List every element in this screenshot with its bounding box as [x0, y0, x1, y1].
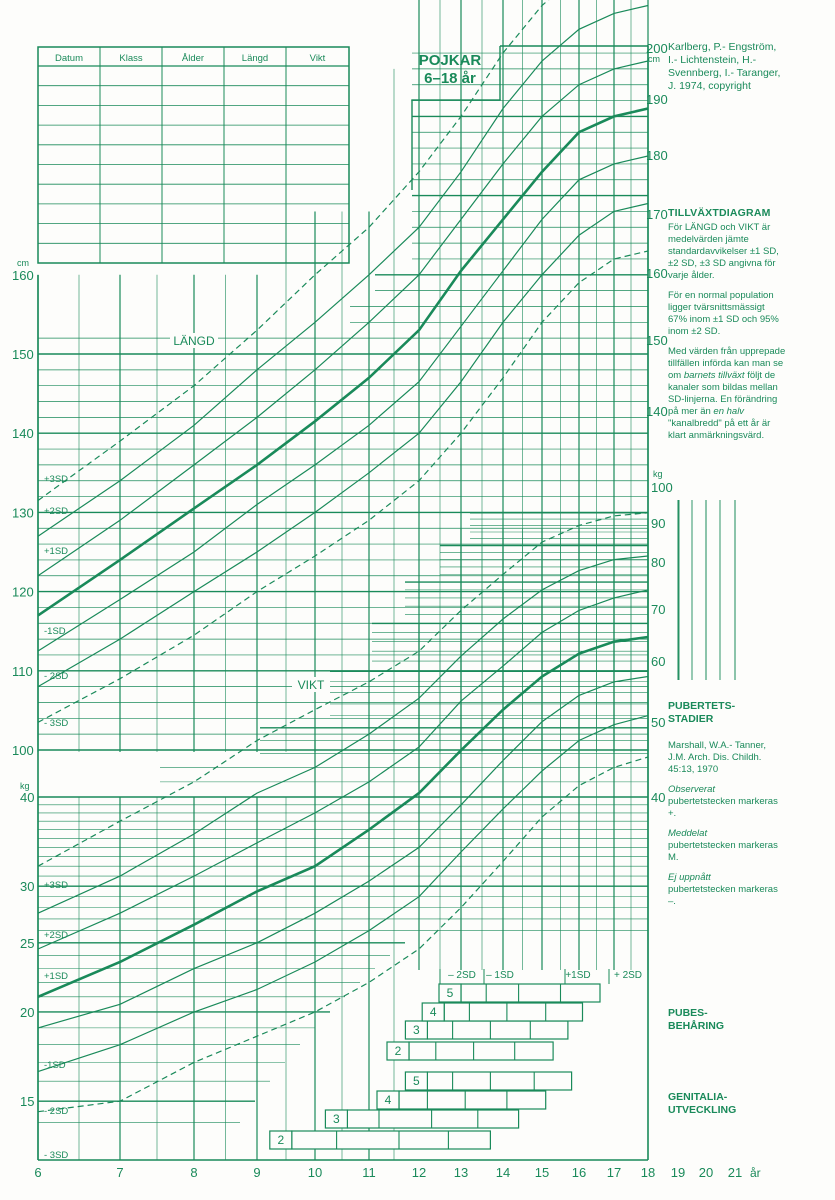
- weight-sd-label: +2SD: [44, 930, 69, 941]
- height-right-tick: 140: [646, 404, 668, 419]
- weight-right-tick: 80: [651, 555, 666, 570]
- height-curve-minus3sd: [38, 251, 648, 722]
- height-left-tick: 120: [12, 584, 34, 600]
- age-tick: 13: [453, 1165, 469, 1180]
- age-tick: 21: [727, 1165, 743, 1180]
- height-unit-right: cm: [648, 54, 660, 64]
- weight-sd-label: - 3SD: [44, 1150, 69, 1161]
- age-tick: 17: [606, 1165, 622, 1180]
- puberty-description: [668, 700, 786, 916]
- weight-right-tick: 40: [651, 790, 666, 805]
- description-heading: TILLVÄXTDIAGRAM: [668, 207, 771, 219]
- weight-left-tick: 30: [20, 879, 35, 895]
- description-p1: För LÄNGD och VIKT är medelvärden jämte standardavvikelser ±1 SD, ±2 SD, ±3 SD angivna för varje ålder.: [668, 222, 779, 281]
- genitalia-bar-5: [427, 1072, 571, 1090]
- weight-left-tick: 15: [20, 1094, 35, 1110]
- record-table-header: Datum: [55, 53, 83, 64]
- credit-text: Karlberg, P.- Engström, I.- Lichtenstein, H.- Svennberg, I.- Taranger, J. 1974, copyright: [668, 41, 781, 92]
- vikt-label: VIKT: [297, 678, 325, 692]
- description-p2: För en normal population ligger tvärsnittsmässigt 67% inom ±1 SD och 95% inom ±2 SD.: [668, 290, 779, 337]
- record-table-header: Längd: [241, 53, 269, 64]
- age-tick: 9: [253, 1165, 261, 1180]
- age-tick: 6: [34, 1165, 42, 1180]
- weight-unit-right: kg: [653, 469, 663, 479]
- height-right-tick: 160: [646, 266, 668, 281]
- record-table-header: Ålder: [181, 53, 205, 64]
- weight-left-tick: 20: [20, 1004, 35, 1020]
- genitalia-stage-num: 4: [384, 1093, 392, 1107]
- record-table-header: Vikt: [309, 53, 326, 64]
- pubes-stage-num: 4: [429, 1005, 437, 1019]
- height-left-tick: 110: [12, 663, 33, 679]
- weight-sd-label: -1SD: [44, 1060, 66, 1071]
- age-tick: 15: [534, 1165, 550, 1180]
- puberty-sd-label: + 2SD: [613, 970, 643, 981]
- p3-e: "kanalbredd" på ett år är klart anmärkningsvärd.: [668, 418, 771, 441]
- age-tick: 19: [670, 1165, 686, 1180]
- height-right-tick: 180: [646, 148, 668, 163]
- puberty-heading1: PUBERTETS-: [668, 700, 736, 712]
- pubes-stage-num: 5: [446, 986, 454, 1000]
- pubes-bar-4: [444, 1003, 582, 1021]
- genitalia-bar-4: [399, 1091, 546, 1109]
- reported-text: pubertetstecken markeras M.: [668, 840, 778, 863]
- genitalia-label1: GENITALIA-: [668, 1091, 728, 1103]
- height-right-tick: 200: [646, 41, 668, 56]
- chart-grid: [38, 0, 735, 1160]
- description-p3: [668, 346, 786, 442]
- height-sd-label: -1SD: [44, 626, 66, 637]
- genitalia-stage-num: 5: [413, 1074, 420, 1088]
- height-left-tick: 130: [12, 505, 34, 521]
- weight-curve-plus1sd: [38, 590, 648, 949]
- p3-a: Med värden från upprepade tillfällen införda kan man se om: [668, 346, 786, 381]
- puberty-stage-bars: [270, 969, 642, 1149]
- puberty-not-reached: [668, 872, 786, 908]
- puberty-reported: [668, 828, 786, 864]
- pubes-bar-2: [409, 1042, 553, 1060]
- height-sd-label: - 3SD: [44, 718, 69, 729]
- puberty-sd-label: – 2SD: [448, 970, 476, 981]
- genitalia-bar-2: [292, 1131, 491, 1149]
- pubes-label: [668, 1007, 724, 1033]
- pubes-bar-5: [461, 984, 600, 1002]
- age-unit: år: [750, 1166, 761, 1180]
- height-right-tick: 190: [646, 92, 668, 107]
- puberty-heading2: STADIER: [668, 713, 714, 725]
- weight-sd-label: +3SD: [44, 880, 69, 891]
- age-tick: 10: [307, 1165, 323, 1180]
- weight-right-tick: 60: [651, 654, 666, 669]
- record-table: [38, 47, 349, 263]
- height-left-tick: 140: [12, 426, 34, 442]
- p3-c: följt de kanaler som bildas mellan SD-linjerna. En förändring på mer än: [668, 370, 778, 417]
- pubes-label2: BEHÅRING: [668, 1020, 725, 1032]
- height-left-tick: 100: [12, 743, 34, 758]
- weight-right-tick: 50: [651, 715, 666, 730]
- genitalia-stage-num: 2: [277, 1133, 285, 1147]
- weight-right-tick: 90: [651, 516, 666, 531]
- weight-sd-label: +1SD: [44, 971, 69, 982]
- puberty-ref: Marshall, W.A.- Tanner, J.M. Arch. Dis. Childh. 45:13, 1970: [668, 740, 767, 775]
- height-sd-label: - 2SD: [44, 671, 69, 682]
- genitalia-stage-num: 3: [333, 1112, 340, 1126]
- puberty-observed: [668, 784, 786, 820]
- height-curve-plus3sd: [38, 0, 648, 501]
- weight-curve-plus2sd: [38, 556, 648, 913]
- height-left-tick: 150: [12, 347, 34, 362]
- height-curve-plus2sd: [38, 6, 648, 537]
- weight-left-tick: 25: [20, 935, 35, 951]
- pubes-label1: PUBES-: [668, 1007, 708, 1019]
- age-tick: 12: [411, 1165, 427, 1180]
- title-line2: 6–18 år: [424, 70, 476, 87]
- not-reached-title: Ej uppnått: [668, 872, 711, 883]
- age-tick: 14: [495, 1165, 511, 1180]
- record-table-header: Klass: [119, 53, 143, 64]
- genitalia-label2: UTVECKLING: [668, 1104, 737, 1116]
- puberty-sd-label: – 1SD: [486, 970, 514, 981]
- height-unit-left: cm: [17, 258, 29, 268]
- age-tick: 8: [190, 1165, 198, 1180]
- weight-curve-minus1sd: [38, 677, 648, 1028]
- title-line1: POJKAR: [418, 52, 482, 69]
- height-right-tick: 150: [646, 333, 668, 348]
- height-left-tick: 160: [12, 267, 34, 283]
- weight-right-tick: 70: [651, 602, 666, 617]
- growth-curves: [38, 0, 648, 1112]
- height-right-tick: 170: [646, 207, 668, 222]
- pubes-bar-3: [427, 1021, 568, 1039]
- weight-sd-label: - 2SD: [44, 1106, 69, 1117]
- not-reached-text: pubertetstecken markeras –.: [668, 884, 778, 907]
- reported-title: Meddelat: [668, 828, 708, 839]
- age-tick: 20: [698, 1165, 714, 1180]
- height-curve-plus1sd: [38, 61, 648, 576]
- age-tick: 18: [640, 1165, 656, 1180]
- growth-chart-description: [668, 207, 786, 450]
- height-sd-label: +2SD: [44, 506, 69, 517]
- weight-unit-left: kg: [20, 781, 30, 791]
- record-table-frame: [38, 47, 349, 263]
- pubes-stage-num: 3: [413, 1023, 420, 1037]
- weight-left-tick: 40: [20, 790, 35, 805]
- puberty-sd-label: +1SD: [565, 970, 591, 981]
- height-sd-label: +1SD: [44, 546, 69, 557]
- pubes-stage-num: 2: [394, 1044, 402, 1058]
- age-tick: 7: [116, 1165, 124, 1180]
- chart-title: [405, 52, 495, 88]
- genitalia-bar-3: [347, 1110, 518, 1128]
- height-curve-minus1sd: [38, 156, 648, 651]
- weight-curve-minus3sd: [38, 757, 648, 1112]
- observed-text: pubertetstecken markeras +.: [668, 796, 778, 819]
- p3-d: en halv: [713, 406, 745, 417]
- observed-title: Observerat: [668, 784, 715, 795]
- p3-b: barnets tillväxt: [683, 370, 745, 381]
- genitalia-label: [668, 1091, 736, 1117]
- weight-right-tick: 100: [651, 480, 673, 495]
- age-tick: 16: [571, 1165, 587, 1180]
- height-sd-label: +3SD: [44, 474, 69, 485]
- langd-label: LÄNGD: [173, 334, 215, 348]
- age-tick: 11: [362, 1165, 376, 1180]
